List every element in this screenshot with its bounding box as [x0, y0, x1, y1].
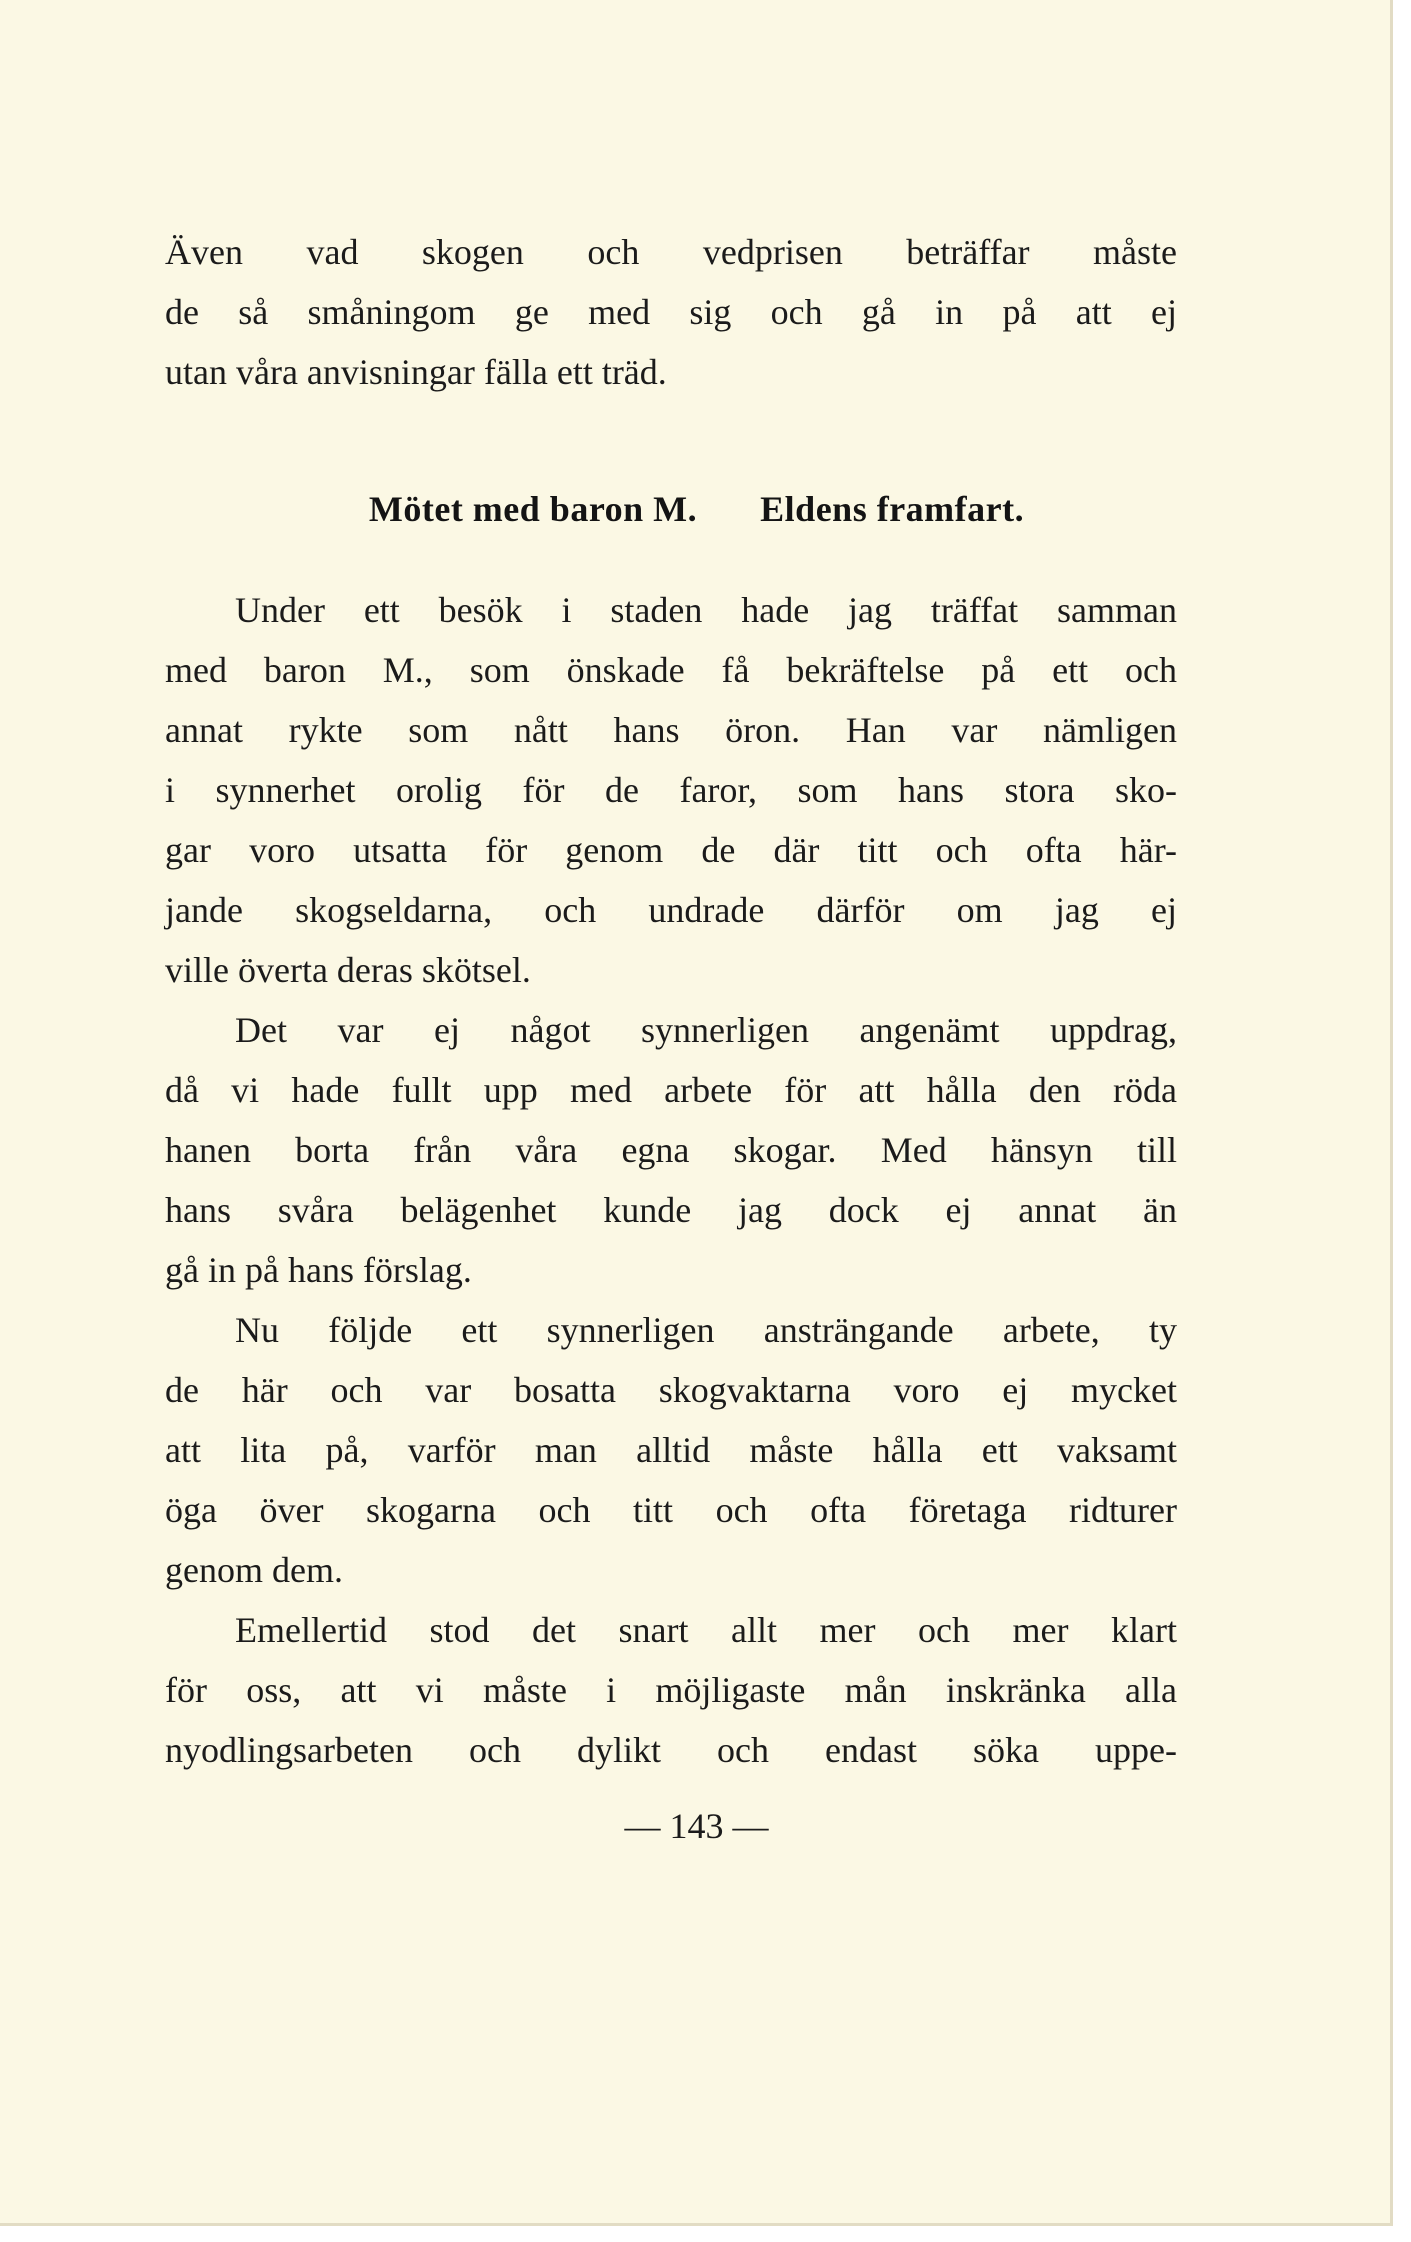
paragraph-4	[165, 1300, 1177, 1600]
paragraph-3	[165, 1000, 1177, 1300]
paragraph-2-line: med baron M., som önskade få bekräftelse på ett och	[165, 650, 1177, 690]
paragraph-4-line: öga över skogarna och titt och ofta företaga ridturer	[165, 1490, 1177, 1530]
paragraph-3-line: hans svåra belägenhet kunde jag dock ej annat än	[165, 1190, 1177, 1230]
page-number: — 143 —	[624, 1806, 769, 1846]
section-heading	[0, 488, 1393, 530]
paragraph-5-line: för oss, att vi måste i möjligaste mån inskränka alla	[165, 1670, 1177, 1710]
paragraph-3-line: gå in på hans förslag.	[165, 1250, 472, 1290]
paragraph-4-line: att lita på, varför man alltid måste hålla ett vaksamt	[165, 1430, 1177, 1470]
section-heading-part-2: Eldens framfart.	[760, 489, 1025, 529]
paragraph-3-line: då vi hade fullt upp med arbete för att hålla den röda	[165, 1070, 1177, 1110]
paragraph-2-line: i synnerhet orolig för de faror, som hans stora sko-	[165, 770, 1177, 810]
paragraph-1-line: utan våra anvisningar fälla ett träd.	[165, 352, 667, 392]
paragraph-2-line: annat rykte som nått hans öron. Han var nämligen	[165, 710, 1177, 750]
section-heading-part-1: Mötet med baron M.	[368, 489, 698, 529]
paragraph-5	[165, 1600, 1177, 1780]
paragraph-3-line: Det var ej något synnerligen angenämt uppdrag,	[235, 1010, 1177, 1050]
paragraph-1-line: Även vad skogen och vedprisen beträffar måste	[165, 232, 1177, 272]
paragraph-2	[165, 580, 1177, 1000]
paragraph-1	[165, 222, 1177, 402]
paragraph-1-line: de så småningom ge med sig och gå in på att ej	[165, 292, 1177, 332]
paragraph-2-line: jande skogseldarna, och undrade därför om jag ej	[165, 890, 1177, 930]
paragraph-4-line: de här och var bosatta skogvaktarna voro ej mycket	[165, 1370, 1177, 1410]
paragraph-3-line: hanen borta från våra egna skogar. Med hänsyn till	[165, 1130, 1177, 1170]
paragraph-5-line: nyodlingsarbeten och dylikt och endast söka uppe-	[165, 1730, 1177, 1770]
paragraph-2-line: gar voro utsatta för genom de där titt och ofta här-	[165, 830, 1177, 870]
paragraph-2-line: Under ett besök i staden hade jag träffat samman	[235, 590, 1177, 630]
paragraph-2-line: ville överta deras skötsel.	[165, 950, 531, 990]
paragraph-4-line: genom dem.	[165, 1550, 343, 1590]
paragraph-5-line: Emellertid stod det snart allt mer och mer klart	[235, 1610, 1177, 1650]
paragraph-4-line: Nu följde ett synnerligen ansträngande arbete, ty	[235, 1310, 1177, 1350]
